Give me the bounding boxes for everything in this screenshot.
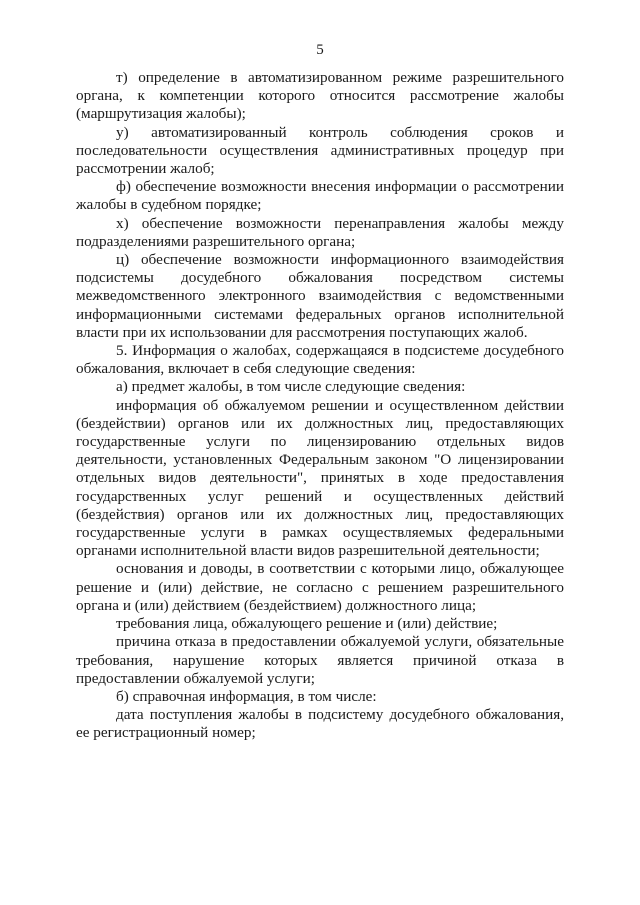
paragraph-refusal-reason: причина отказа в предоставлении обжалуемой услуги, обязательные требования, нарушение которых является причиной отказа в предоставлении обжалуемой услуги; xyxy=(76,633,564,687)
paragraph-requirements: требования лица, обжалующего решение и (или) действие; xyxy=(116,615,498,633)
document-body xyxy=(76,69,564,743)
paragraph-t: т) определение в автоматизированном режиме разрешительного органа, к компетенции которого относится рассмотрение жалобы (маршрутизация жалобы); xyxy=(76,69,564,123)
paragraph-decision-info: информация об обжалуемом решении и осуществленном действии (бездействии) органов или их должностных лиц, предоставляющих государственные услуги по лицензированию отдельных видов деятельности, установленных Федеральным законом "О лицензировании отдельных видов деятельности", принятых в ходе предоставления государственных услуг решений и осуществленных действий (бездействия) органов или их должностных лиц, предоставляющих государственные услуги в рамках осуществляемых федеральными органами исполнительной власти видов разрешительной деятельности; xyxy=(76,396,564,560)
paragraph-section-5: 5. Информация о жалобах, содержащаяся в подсистеме досудебного обжалования, включает в себя следующие сведения: xyxy=(76,342,564,378)
paragraph-ts: ц) обеспечение возможности информационного взаимодействия подсистемы досудебного обжалования посредством системы межведомственного электронного взаимодействия с ведомственными информационными системами федеральных органов исполнительной власти при их использовании для рассмотрения поступающих жалоб. xyxy=(76,251,564,341)
paragraph-f: ф) обеспечение возможности внесения информации о рассмотрении жалобы в судебном порядке; xyxy=(76,178,564,214)
paragraph-u: у) автоматизированный контроль соблюдения сроков и последовательности осуществления административных процедур при рассмотрении жалоб; xyxy=(76,123,564,178)
paragraph-a: а) предмет жалобы, в том числе следующие сведения: xyxy=(116,378,466,396)
paragraph-receipt-date: дата поступления жалобы в подсистему досудебного обжалования, ее регистрационный номер; xyxy=(76,706,564,742)
paragraph-b: б) справочная информация, в том числе: xyxy=(116,687,377,705)
paragraph-grounds: основания и доводы, в соответствии с которыми лицо, обжалующее решение и (или) действие, не согласно с решением разрешительного органа и (или) действием (бездействием) должностного лица; xyxy=(76,560,564,614)
page-number: 5 xyxy=(316,42,324,58)
paragraph-kh: х) обеспечение возможности перенаправления жалобы между подразделениями разрешительного органа; xyxy=(76,214,564,250)
